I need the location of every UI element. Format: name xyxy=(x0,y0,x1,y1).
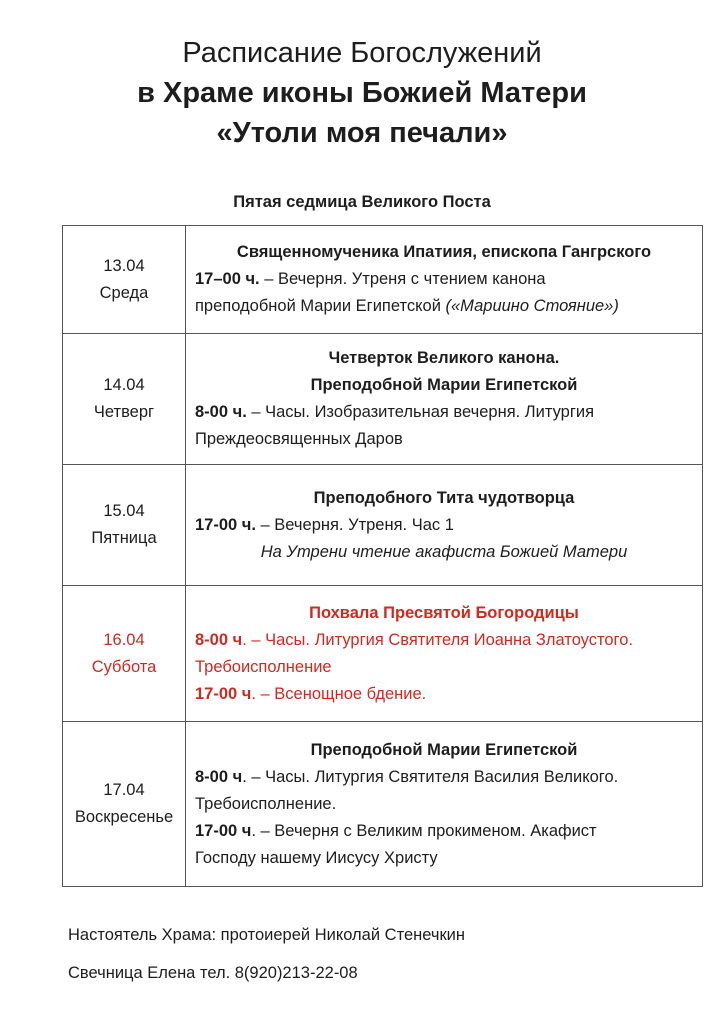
day-label: Суббота xyxy=(91,657,157,676)
service-time: 17-00 ч xyxy=(195,821,252,840)
day-label: Четверг xyxy=(93,403,155,421)
schedule-row-sunday xyxy=(63,722,703,887)
service-cell xyxy=(186,226,703,334)
service-text: . – Вечерня с Великим прокименом. Акафист xyxy=(251,821,597,840)
service-note: («Мариино Стояние») xyxy=(445,297,619,315)
date-label: 16.04 xyxy=(103,630,145,649)
service-time: 8-00 ч. xyxy=(195,403,247,421)
service-line xyxy=(195,266,693,293)
service-text: Требоисполнение xyxy=(195,657,332,676)
week-subtitle: Пятая седмица Великого Поста xyxy=(233,193,491,211)
service-line xyxy=(195,654,693,681)
service-time: 17–00 ч. xyxy=(195,270,260,288)
service-line xyxy=(195,512,693,539)
service-header: Священномученика Ипатиия, епископа Гангрского xyxy=(236,243,652,261)
service-line xyxy=(195,845,693,872)
service-text: . – Часы. Литургия Святителя Иоанна Златоустого. xyxy=(242,630,633,649)
service-header: Преподобной Марии Египетской xyxy=(310,740,578,759)
service-text: преподобной Марии Египетской xyxy=(195,297,446,315)
title-line-1: Расписание Богослужений xyxy=(182,37,542,69)
title-line-3: «Утоли моя печали» xyxy=(216,117,508,149)
contact-line: Свечница Елена тел. 8(920)213-22-08 xyxy=(68,964,358,982)
title-line-2: в Храме иконы Божией Матери xyxy=(137,77,587,109)
schedule-row-saturday xyxy=(63,586,703,722)
document-footer xyxy=(68,925,724,984)
day-label: Воскресенье xyxy=(74,808,174,826)
service-line xyxy=(195,399,693,426)
schedule-row-thursday xyxy=(63,334,703,465)
service-cell xyxy=(186,722,703,887)
date-cell xyxy=(63,586,186,722)
service-time: 8-00 ч xyxy=(195,630,243,649)
rector-line: Настоятель Храма: протоиерей Николай Стенечкин xyxy=(68,926,466,944)
service-time: 17-00 ч. xyxy=(195,515,256,534)
service-line xyxy=(195,627,693,654)
service-line xyxy=(195,818,693,845)
service-text: – Часы. Изобразительная вечерня. Литургия xyxy=(246,403,594,421)
service-cell xyxy=(186,465,703,586)
service-text: Преждеосвященных Даров xyxy=(195,430,403,448)
schedule-row-friday xyxy=(63,465,703,586)
day-label: Пятница xyxy=(91,529,157,547)
service-header: Похвала Пресвятой Богородицы xyxy=(309,603,579,622)
service-line xyxy=(195,764,693,791)
date-label: 17.04 xyxy=(103,781,145,799)
service-cell xyxy=(186,586,703,722)
service-header: Преподобного Тита чудотворца xyxy=(313,488,575,507)
service-line xyxy=(195,426,693,453)
service-cell xyxy=(186,334,703,465)
service-line xyxy=(195,791,693,818)
service-text: – Вечерня. Утреня. Час 1 xyxy=(255,515,454,534)
service-header: Четверток Великого канона. xyxy=(328,349,560,367)
service-text: . – Часы. Литургия Святителя Василия Великого. xyxy=(242,767,619,786)
service-header: Преподобной Марии Египетской xyxy=(310,376,578,394)
service-time: 8-00 ч xyxy=(195,767,243,786)
date-cell xyxy=(63,226,186,334)
date-cell xyxy=(63,334,186,465)
service-text: – Вечерня. Утреня с чтением канона xyxy=(259,270,546,288)
day-label: Среда xyxy=(99,283,149,302)
service-text: Требоисполнение. xyxy=(195,794,337,813)
schedule-table xyxy=(62,225,703,887)
service-line xyxy=(195,293,693,320)
date-label: 13.04 xyxy=(103,256,145,275)
service-note: На Утрени чтение акафиста Божией Матери xyxy=(260,542,628,561)
date-cell xyxy=(63,722,186,887)
date-cell xyxy=(63,465,186,586)
service-line xyxy=(195,681,693,708)
date-label: 14.04 xyxy=(103,376,145,394)
schedule-row-wednesday xyxy=(63,226,703,334)
document-title xyxy=(0,0,724,153)
service-text: Господу нашему Иисусу Христу xyxy=(195,848,438,867)
service-text: . – Всенощное бдение. xyxy=(251,684,427,703)
service-time: 17-00 ч xyxy=(195,684,252,703)
date-label: 15.04 xyxy=(103,502,145,520)
